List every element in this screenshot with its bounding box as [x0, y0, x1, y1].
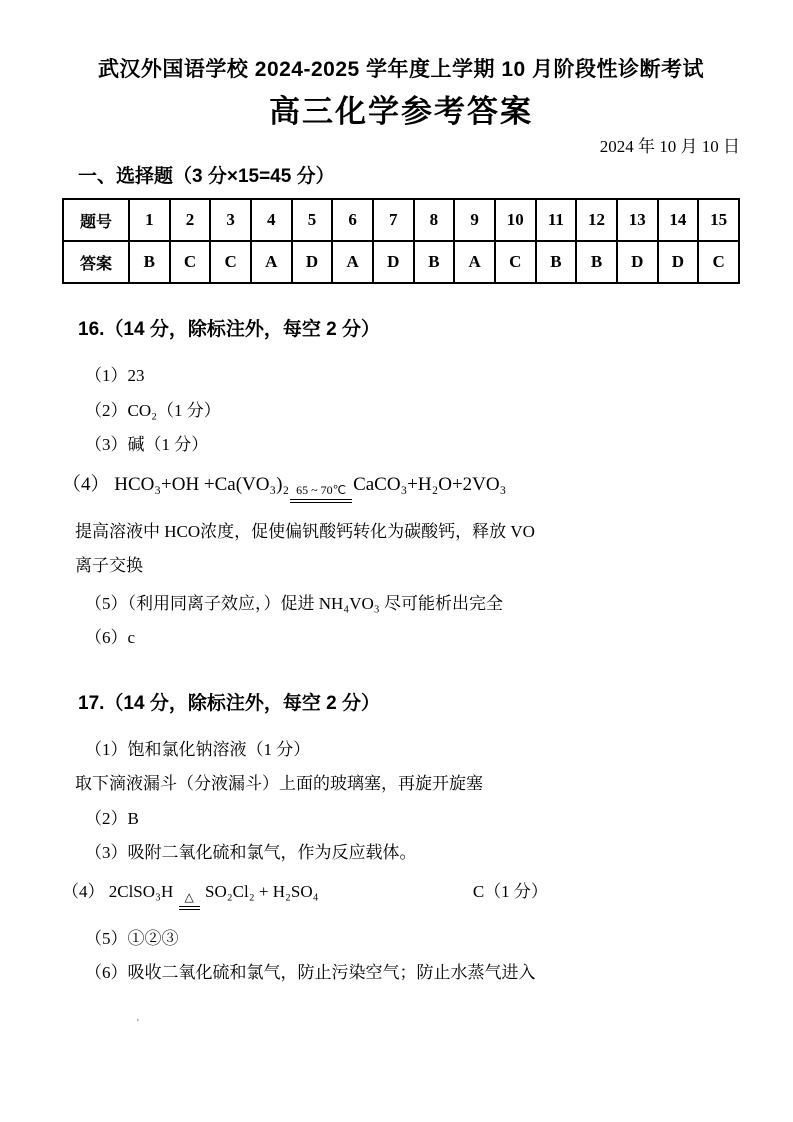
- q16-item-1: （1）23: [85, 366, 145, 386]
- question-number-cell: 7: [373, 199, 414, 241]
- q17-item-2: （2）B: [85, 808, 139, 828]
- question-number-cell: 13: [617, 199, 658, 241]
- q17-item-4-extra-answer: C（1 分）: [472, 882, 548, 902]
- q17-item-6: （6）吸收二氧化硫和氯气，防止污染空气；防止水蒸气进入: [85, 963, 536, 983]
- q16-item-2: （2）CO₂（1 分）: [85, 400, 221, 420]
- q16-equation-equals-sign: [290, 484, 352, 503]
- answer-cell: A: [454, 241, 495, 283]
- q16-item-4: [62, 473, 740, 503]
- answer-cell: B: [536, 241, 577, 283]
- q16-item-6: （6）c: [85, 627, 136, 647]
- answer-cell: C: [170, 241, 211, 283]
- question-number-cell: 3: [210, 199, 251, 241]
- q16-explanation: [62, 521, 740, 577]
- question-number-cell: 8: [414, 199, 455, 241]
- question-number-cell: 11: [536, 199, 577, 241]
- q17-item-1: （1）饱和氯化钠溶液（1 分）: [85, 740, 311, 760]
- question-number-cell: 9: [454, 199, 495, 241]
- q16-item-3: （3）碱（1 分）: [85, 434, 209, 454]
- row-label-question-number: 题号: [63, 199, 129, 241]
- q17-equation-right: SO₂Cl₂ + H₂SO₄: [204, 882, 319, 902]
- question-number-cell: 10: [495, 199, 536, 241]
- document-date: 2024 年 10 月 10 日: [599, 137, 740, 157]
- question-number-cell: 4: [251, 199, 292, 241]
- answer-cell: C: [495, 241, 536, 283]
- answer-cell: D: [617, 241, 658, 283]
- answer-cell: B: [129, 241, 170, 283]
- question-number-cell: 6: [332, 199, 373, 241]
- table-row-question-numbers: [63, 199, 739, 241]
- answer-cell: A: [251, 241, 292, 283]
- answer-cell: B: [576, 241, 617, 283]
- q16-equation-right: CaCO₃+H₂O+2VO₃: [353, 474, 507, 496]
- answer-cell: D: [373, 241, 414, 283]
- row-label-answer: 答案: [63, 241, 129, 283]
- q16-item-5: （5）（利用同离子效应，）促进 NH₄VO₃ 尽可能析出完全: [85, 593, 503, 613]
- q16-equation-condition: 65 ~ 70℃: [290, 484, 352, 503]
- question-number-cell: 5: [292, 199, 333, 241]
- q17-equation-left: 2ClSO₃H: [108, 882, 174, 902]
- answer-key-title: 高三化学参考答案: [269, 94, 533, 130]
- question-number-cell: 14: [658, 199, 699, 241]
- answer-cell: D: [658, 241, 699, 283]
- q16-note-line-1: 提高溶液中 HCO浓度，促使偏钒酸钙转化为碳酸钙，释放 VO: [75, 522, 535, 542]
- question-17-heading: 17.（14 分，除标注外，每空 2 分）: [78, 693, 380, 715]
- q16-item-4-label: （4）: [62, 474, 110, 496]
- answer-cell: C: [210, 241, 251, 283]
- q17-item-4: [62, 881, 740, 910]
- answer-table: [62, 198, 740, 284]
- q17-item-5: （5）①②③: [85, 928, 179, 948]
- answer-cell: C: [698, 241, 739, 283]
- q16-note-line-2: 离子交换: [75, 556, 143, 576]
- stray-mark: ': [137, 1018, 139, 1029]
- q17-equation-equals-sign: [179, 891, 200, 910]
- q17-item-4-label: （4）: [62, 882, 105, 902]
- question-number-cell: 1: [129, 199, 170, 241]
- answer-cell: A: [332, 241, 373, 283]
- question-number-cell: 2: [170, 199, 211, 241]
- document-title: 武汉外国语学校 2024-2025 学年度上学期 10 月阶段性诊断考试: [97, 58, 705, 81]
- question-16-heading: 16.（14 分，除标注外，每空 2 分）: [78, 319, 380, 341]
- answer-cell: B: [414, 241, 455, 283]
- table-row-answers: [63, 241, 739, 283]
- q17-note-line-1: 取下滴液漏斗（分液漏斗）上面的玻璃塞，再旋开旋塞: [75, 774, 483, 794]
- question-number-cell: 15: [698, 199, 739, 241]
- question-number-cell: 12: [576, 199, 617, 241]
- q16-equation-left: HCO₃+OH +Ca(VO₃)₂: [114, 474, 290, 496]
- section-1-heading: 一、选择题（3 分×15=45 分）: [78, 166, 335, 188]
- answer-cell: D: [292, 241, 333, 283]
- q17-item-3: （3）吸附二氧化硫和氯气，作为反应载体。: [85, 842, 417, 862]
- q17-equation-condition: △: [179, 891, 200, 910]
